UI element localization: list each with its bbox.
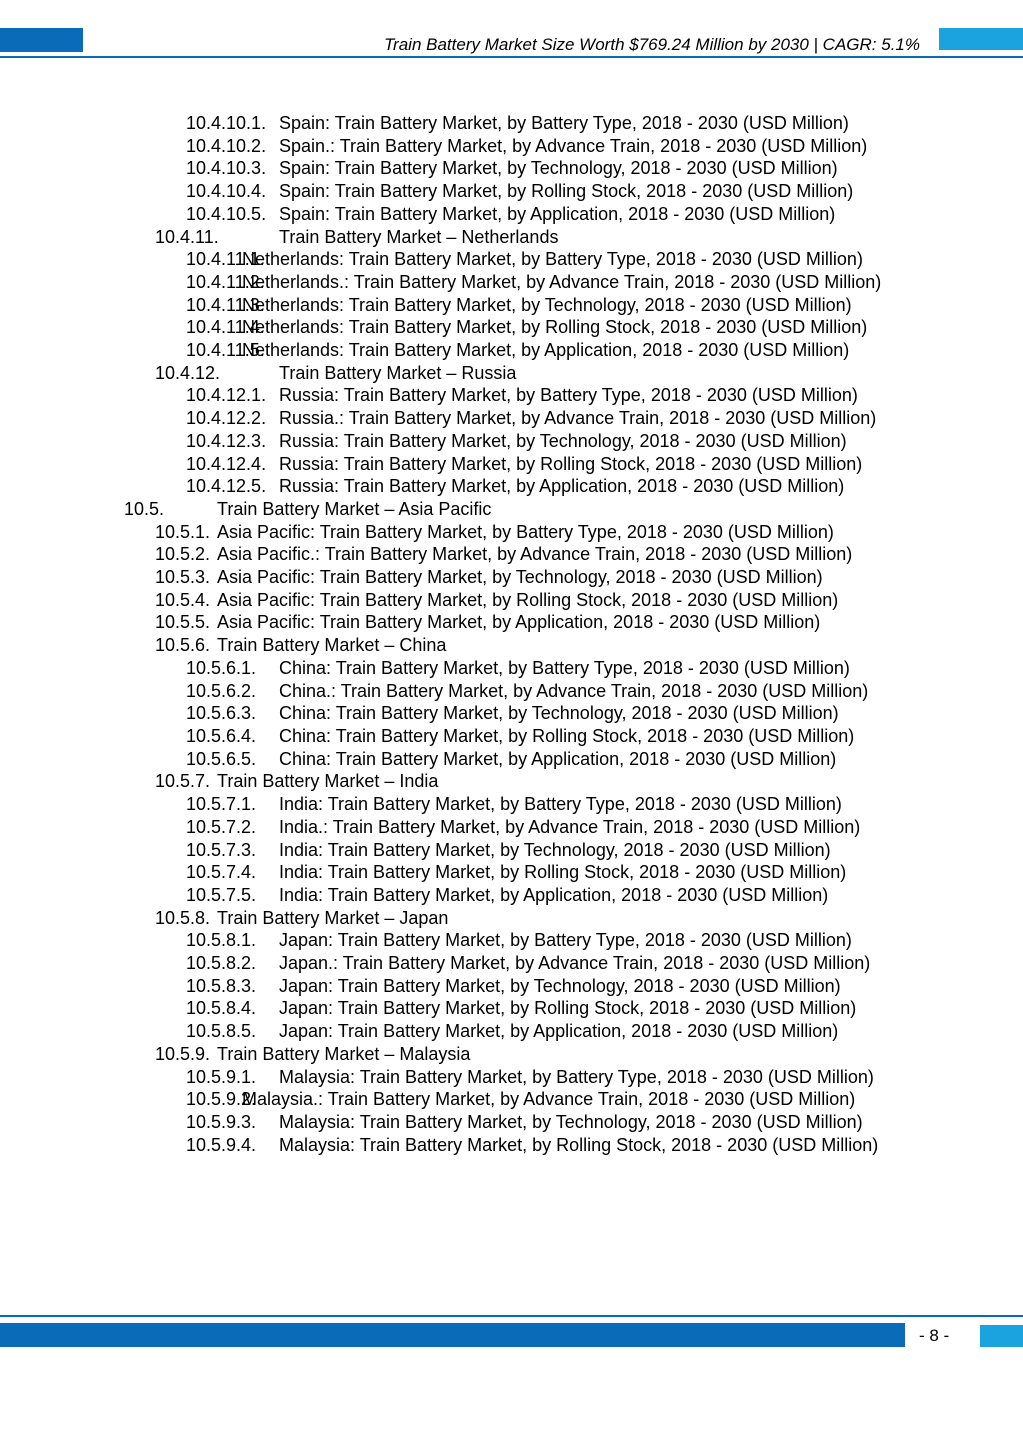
toc-entry-title: Russia.: Train Battery Market, by Advance Train, 2018 - 2030 (USD Million) <box>279 408 877 429</box>
toc-entry-number: 10.5.8.4. <box>186 998 257 1019</box>
header-title: Train Battery Market Size Worth $769.24 Million by 2030 | CAGR: 5.1% <box>383 35 920 54</box>
toc-entry-number: 10.5.7.5. <box>186 884 257 905</box>
toc-entry <box>0 702 1023 725</box>
toc-entry-title: China: Train Battery Market, by Battery Type, 2018 - 2030 (USD Million) <box>279 657 850 678</box>
toc-entry-title: Malaysia.: Train Battery Market, by Advance Train, 2018 - 2030 (USD Million) <box>242 1089 856 1110</box>
toc-entry-title: Spain: Train Battery Market, by Rolling Stock, 2018 - 2030 (USD Million) <box>279 181 854 202</box>
toc-entry <box>0 135 1023 158</box>
toc-entry <box>0 157 1023 180</box>
toc-entry-number: 10.5.7. <box>155 771 211 792</box>
toc-entry-number: 10.5.6.4. <box>186 725 257 746</box>
toc-entry-number: 10.4.12. <box>155 362 221 383</box>
toc-entry-title: Asia Pacific.: Train Battery Market, by Advance Train, 2018 - 2030 (USD Million) <box>217 544 853 565</box>
toc-entry <box>0 1088 1023 1111</box>
toc-entry-title: Netherlands: Train Battery Market, by Rolling Stock, 2018 - 2030 (USD Million) <box>242 317 868 338</box>
toc-entry-number: 10.4.12.4. <box>186 453 267 474</box>
toc-entry <box>0 339 1023 362</box>
toc-entry <box>0 453 1023 476</box>
toc-entry-title: Spain.: Train Battery Market, by Advance Train, 2018 - 2030 (USD Million) <box>279 135 868 156</box>
toc-entry-number: 10.4.11.1. <box>186 249 265 270</box>
toc-entry <box>0 316 1023 339</box>
toc-entry-number: 10.4.12.1. <box>186 385 267 406</box>
toc-entry-title: Train Battery Market – China <box>217 635 447 656</box>
toc-entry-number: 10.4.11.5. <box>186 340 265 361</box>
toc-entry-title: India: Train Battery Market, by Rolling Stock, 2018 - 2030 (USD Million) <box>279 862 847 883</box>
toc-entry-title: India.: Train Battery Market, by Advance Train, 2018 - 2030 (USD Million) <box>279 816 861 837</box>
toc-entry-number: 10.5.8.5. <box>186 1021 257 1042</box>
toc-entry <box>0 657 1023 680</box>
toc-entry-title: Japan: Train Battery Market, by Application, 2018 - 2030 (USD Million) <box>279 1021 839 1042</box>
toc-entry-title: Malaysia: Train Battery Market, by Rolling Stock, 2018 - 2030 (USD Million) <box>279 1134 879 1155</box>
toc-entry-number: 10.4.11. <box>155 226 219 247</box>
toc-entry <box>0 816 1023 839</box>
toc-entry <box>0 294 1023 317</box>
toc-entry <box>0 634 1023 657</box>
toc-entry <box>0 1043 1023 1066</box>
toc-entry-number: 10.4.12.5. <box>186 476 267 497</box>
header-left-bar <box>0 28 83 52</box>
toc-entry-title: Japan.: Train Battery Market, by Advance Train, 2018 - 2030 (USD Million) <box>279 953 871 974</box>
toc-entry <box>0 793 1023 816</box>
toc-entry <box>0 180 1023 203</box>
toc-entry-title: Japan: Train Battery Market, by Technology, 2018 - 2030 (USD Million) <box>279 975 841 996</box>
page-number: - 8 - <box>919 1326 950 1345</box>
toc-entry-title: Malaysia: Train Battery Market, by Battery Type, 2018 - 2030 (USD Million) <box>279 1066 874 1087</box>
toc-entry <box>0 475 1023 498</box>
toc-entry-number: 10.4.10.5. <box>186 203 267 224</box>
toc-entry-number: 10.5.8. <box>155 907 211 928</box>
toc-entry-number: 10.5.7.1. <box>186 794 257 815</box>
footer-right-bar <box>980 1325 1023 1347</box>
toc-entry-title: Russia: Train Battery Market, by Application, 2018 - 2030 (USD Million) <box>279 476 845 497</box>
toc-entry <box>0 1066 1023 1089</box>
toc-entry-title: Train Battery Market – Asia Pacific <box>217 498 492 519</box>
toc-entry-number: 10.5.9.1. <box>186 1066 257 1087</box>
footer-bar <box>0 1323 905 1347</box>
toc-entry-title: Malaysia: Train Battery Market, by Technology, 2018 - 2030 (USD Million) <box>279 1111 863 1132</box>
toc-entry-number: 10.5.7.3. <box>186 839 257 860</box>
toc-entry-number: 10.5.9.3. <box>186 1111 257 1132</box>
toc-entry-title: Netherlands: Train Battery Market, by Technology, 2018 - 2030 (USD Million) <box>242 294 852 315</box>
toc-entry-title: Train Battery Market – Russia <box>279 362 517 383</box>
toc-entry-title: Asia Pacific: Train Battery Market, by Application, 2018 - 2030 (USD Million) <box>217 612 821 633</box>
toc-entry <box>0 770 1023 793</box>
toc-entry <box>0 498 1023 521</box>
toc-entry-title: Spain: Train Battery Market, by Battery Type, 2018 - 2030 (USD Million) <box>279 113 849 133</box>
toc-entry <box>0 1134 1023 1157</box>
header-rule <box>0 56 1023 58</box>
toc-entry-title: China: Train Battery Market, by Technology, 2018 - 2030 (USD Million) <box>279 703 839 724</box>
toc-entry <box>0 271 1023 294</box>
toc-entry <box>0 611 1023 634</box>
toc-entry-title: China: Train Battery Market, by Rolling Stock, 2018 - 2030 (USD Million) <box>279 725 855 746</box>
toc-entry-number: 10.4.11.3. <box>186 294 265 315</box>
toc-entry <box>0 997 1023 1020</box>
toc-entry-number: 10.5.9. <box>155 1043 211 1064</box>
toc-entry-title: India: Train Battery Market, by Battery Type, 2018 - 2030 (USD Million) <box>279 794 842 815</box>
toc-entry-title: Asia Pacific: Train Battery Market, by Rolling Stock, 2018 - 2030 (USD Million) <box>217 589 839 610</box>
toc-entry-title: Spain: Train Battery Market, by Technology, 2018 - 2030 (USD Million) <box>279 158 838 179</box>
toc-entry-title: India: Train Battery Market, by Technology, 2018 - 2030 (USD Million) <box>279 839 831 860</box>
footer-rule <box>0 1315 1023 1317</box>
toc-entry-number: 10.4.11.2. <box>186 271 265 292</box>
toc-entry <box>0 112 1023 135</box>
toc-entry <box>0 1111 1023 1134</box>
toc-entry-title: Train Battery Market – India <box>217 771 439 792</box>
toc-entry-number: 10.5.6.5. <box>186 748 257 769</box>
toc-entry-title: Japan: Train Battery Market, by Rolling Stock, 2018 - 2030 (USD Million) <box>279 998 857 1019</box>
toc-entry-title: Train Battery Market – Netherlands <box>279 226 559 247</box>
toc-entry-number: 10.4.12.3. <box>186 430 267 451</box>
toc-entry-title: Russia: Train Battery Market, by Technology, 2018 - 2030 (USD Million) <box>279 430 847 451</box>
toc-entry <box>0 748 1023 771</box>
toc-entry-number: 10.4.10.4. <box>186 181 267 202</box>
toc-entry-title: Russia: Train Battery Market, by Rolling Stock, 2018 - 2030 (USD Million) <box>279 453 863 474</box>
toc-entry-number: 10.4.10.3. <box>186 158 267 179</box>
toc-entry <box>0 521 1023 544</box>
toc-entry-number: 10.5.8.1. <box>186 930 257 951</box>
toc-entry <box>0 839 1023 862</box>
toc-entry <box>0 203 1023 226</box>
toc-entry-number: 10.4.10.2. <box>186 135 267 156</box>
toc-entry <box>0 680 1023 703</box>
toc-entry <box>0 907 1023 930</box>
toc-entry <box>0 952 1023 975</box>
toc-entry-title: China.: Train Battery Market, by Advance Train, 2018 - 2030 (USD Million) <box>279 680 869 701</box>
toc-entry-number: 10.5.6.3. <box>186 703 257 724</box>
toc-entry-title: Russia: Train Battery Market, by Battery Type, 2018 - 2030 (USD Million) <box>279 385 858 406</box>
toc-entry-number: 10.5.3. <box>155 567 211 588</box>
toc-entry <box>0 384 1023 407</box>
toc-entry-title: Asia Pacific: Train Battery Market, by Battery Type, 2018 - 2030 (USD Million) <box>217 521 834 542</box>
toc-entry-number: 10.5.7.4. <box>186 862 257 883</box>
toc-entry-number: 10.4.10.1. <box>186 113 267 133</box>
toc-entry <box>0 861 1023 884</box>
toc-entry <box>0 248 1023 271</box>
toc-entry <box>0 1020 1023 1043</box>
toc-entry <box>0 725 1023 748</box>
toc-entry <box>0 362 1023 385</box>
toc-entry <box>0 975 1023 998</box>
table-of-contents <box>0 112 1023 1156</box>
toc-entry-title: Train Battery Market – Japan <box>217 907 449 928</box>
toc-entry-number: 10.5.6.2. <box>186 680 257 701</box>
toc-entry-title: Netherlands: Train Battery Market, by Battery Type, 2018 - 2030 (USD Million) <box>242 249 863 270</box>
toc-entry-title: India: Train Battery Market, by Application, 2018 - 2030 (USD Million) <box>279 884 829 905</box>
toc-entry-number: 10.5.5. <box>155 612 211 633</box>
toc-entry-number: 10.5.7.2. <box>186 816 257 837</box>
toc-entry-number: 10.4.11.4. <box>186 317 265 338</box>
toc-entry <box>0 543 1023 566</box>
toc-entry-title: Train Battery Market – Malaysia <box>217 1043 471 1064</box>
toc-entry <box>0 407 1023 430</box>
toc-entry-title: Asia Pacific: Train Battery Market, by Technology, 2018 - 2030 (USD Million) <box>217 567 823 588</box>
toc-entry-number: 10.5.9.4. <box>186 1134 257 1155</box>
toc-entry-title: Spain: Train Battery Market, by Application, 2018 - 2030 (USD Million) <box>279 203 836 224</box>
toc-entry-title: Netherlands: Train Battery Market, by Application, 2018 - 2030 (USD Million) <box>242 340 850 361</box>
toc-entry <box>0 589 1023 612</box>
toc-entry-number: 10.5.6.1. <box>186 657 257 678</box>
toc-entry-number: 10.5. <box>124 498 165 519</box>
toc-entry-number: 10.4.12.2. <box>186 408 267 429</box>
toc-entry <box>0 566 1023 589</box>
toc-entry-number: 10.5.8.2. <box>186 953 257 974</box>
toc-entry-title: Japan: Train Battery Market, by Battery Type, 2018 - 2030 (USD Million) <box>279 930 852 951</box>
toc-entry <box>0 430 1023 453</box>
toc-entry-number: 10.5.6. <box>155 635 211 656</box>
toc-entry <box>0 929 1023 952</box>
toc-entry-number: 10.5.4. <box>155 589 211 610</box>
toc-entry-number: 10.5.2. <box>155 544 211 565</box>
toc-entry-title: Netherlands.: Train Battery Market, by Advance Train, 2018 - 2030 (USD Million) <box>242 271 882 292</box>
toc-entry-number: 10.5.1. <box>155 521 211 542</box>
header-right-bar <box>939 28 1023 50</box>
toc-entry-number: 10.5.9.2. <box>186 1089 257 1110</box>
toc-entry <box>0 884 1023 907</box>
toc-entry-title: China: Train Battery Market, by Application, 2018 - 2030 (USD Million) <box>279 748 837 769</box>
toc-entry-number: 10.5.8.3. <box>186 975 257 996</box>
toc-entry <box>0 226 1023 249</box>
